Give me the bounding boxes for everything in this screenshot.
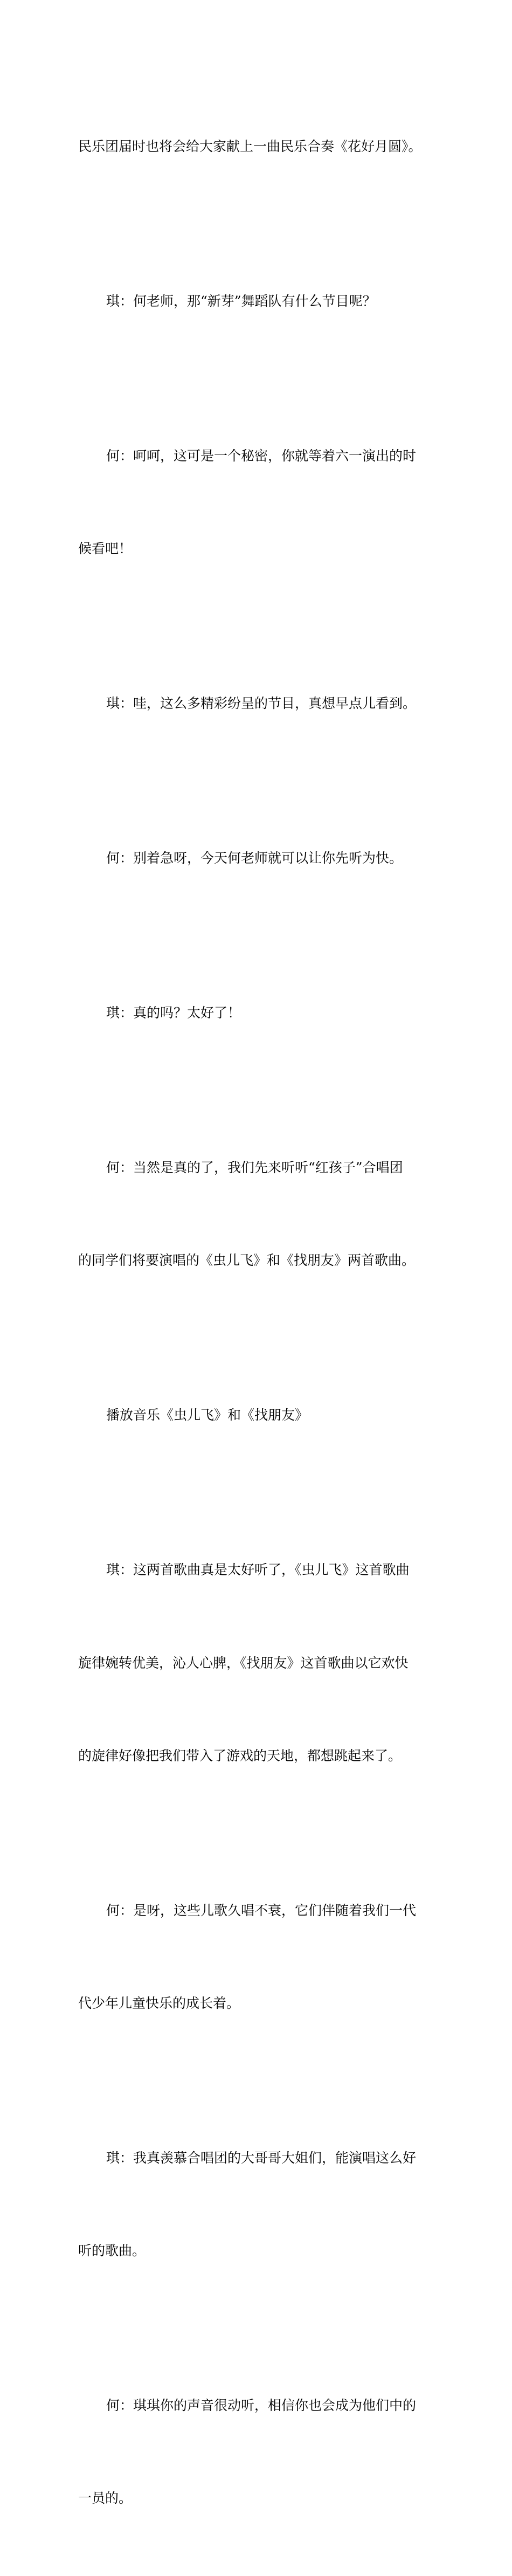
paragraph xyxy=(78,2081,437,2328)
text-line: 何：琪琪你的声音很动听，相信你也会成为他们中的 xyxy=(106,2398,417,2414)
paragraph xyxy=(78,224,437,378)
text-line: 的旋律好像把我们带入了游戏的天地，都想跳起来了。 xyxy=(78,1747,402,1764)
text-line: 琪：何老师，那“新芽”舞蹈队有什么节目呢？ xyxy=(106,293,376,309)
paragraph xyxy=(78,935,437,1090)
paragraph xyxy=(78,2328,437,2575)
text-line: 听的歌曲。 xyxy=(78,2243,146,2259)
paragraph xyxy=(78,69,437,224)
text-line: 琪：这两首歌曲真是太好听了，《虫儿飞》这首歌曲 xyxy=(106,1562,410,1578)
paragraph xyxy=(78,1090,437,1338)
text-line: 民乐团届时也将会给大家献上一曲民乐合奏《花好月圆》。 xyxy=(78,138,422,154)
paragraph xyxy=(78,781,437,935)
text-line: 琪：真的吗？太好了！ xyxy=(106,1005,241,1021)
paragraph xyxy=(78,626,437,781)
text-line: 琪：哇，这么多精彩纷呈的节目，真想早点儿看到。 xyxy=(106,695,417,712)
text-line: 一员的。 xyxy=(78,2490,133,2506)
paragraph xyxy=(78,1338,437,1493)
text-line: 候看吧！ xyxy=(78,541,133,557)
text-line: 何：别着急呀，今天何老师就可以让你先听为快。 xyxy=(106,850,403,866)
document-page xyxy=(78,69,437,2576)
text-line: 的同学们将要演唱的《虫儿飞》和《找朋友》两首歌曲。 xyxy=(78,1252,416,1269)
text-line: 何：呵呵，这可是一个秘密，你就等着六一演出的时 xyxy=(106,447,417,464)
text-line: 代少年儿童快乐的成长着。 xyxy=(78,1995,240,2011)
paragraph xyxy=(78,1493,437,1833)
text-line: 何：是呀，这些儿歌久唱不衰，它们伴随着我们一代 xyxy=(106,1902,417,1918)
paragraph xyxy=(78,378,437,626)
paragraph xyxy=(78,1833,437,2081)
text-line: 播放音乐《虫儿飞》和《找朋友》 xyxy=(106,1407,309,1423)
text-line: 琪：我真羡慕合唱团的大哥哥大姐们，能演唱这么好 xyxy=(106,2150,417,2166)
text-line: 何：当然是真的了，我们先来听听“红孩子”合唱团 xyxy=(106,1160,403,1176)
text-line: 旋律婉转优美，沁人心脾，《找朋友》这首歌曲以它欢快 xyxy=(78,1655,409,1671)
